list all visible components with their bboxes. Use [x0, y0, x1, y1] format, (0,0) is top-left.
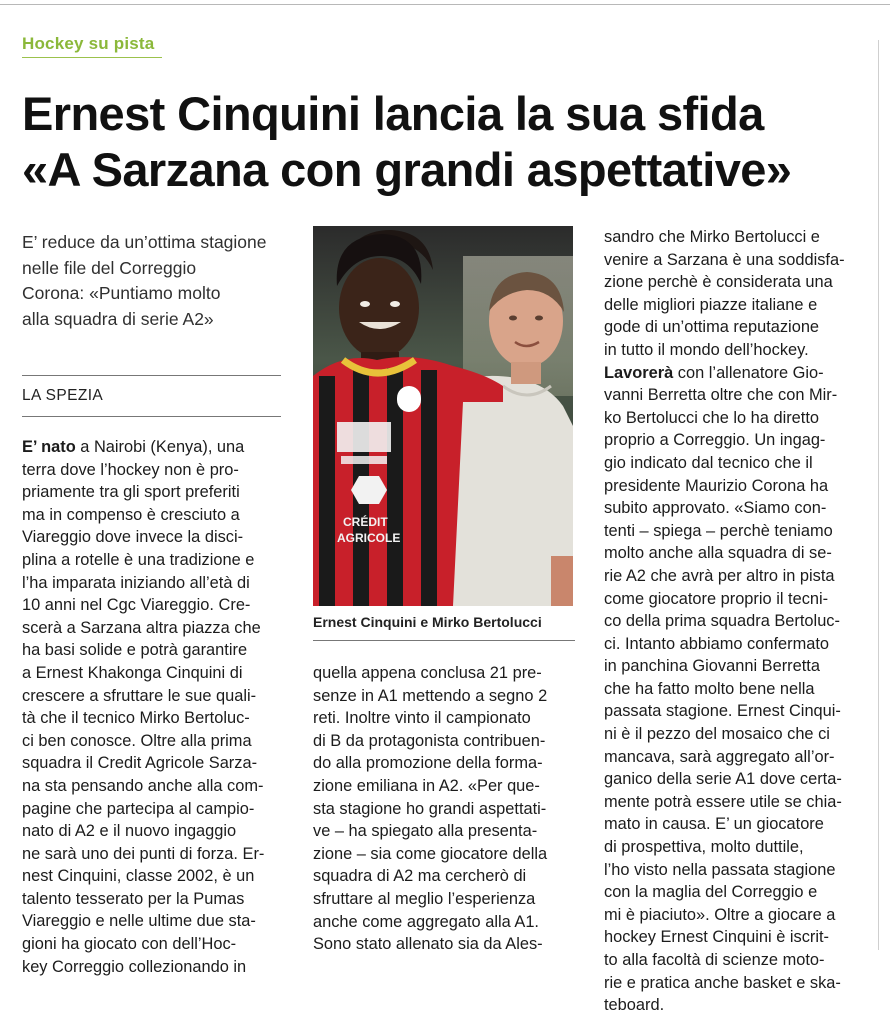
text-line: key Correggio collezionando in [22, 957, 247, 976]
text-line: tà che il tecnico Mirko Bertoluc- [22, 709, 250, 728]
text-line: mi è piaciuto». Oltre a giocare a [604, 905, 836, 924]
text-line: venire a Sarzana è una soddisfa- [604, 250, 845, 269]
text-line: subito approvato. «Siamo con- [604, 499, 827, 518]
text-line: mente potrà essere utile se chia- [604, 792, 842, 811]
text-line: talento tesserato per la Pumas [22, 889, 245, 908]
text-line: tenti – spiega – perchè teniamo [604, 521, 833, 540]
headline [22, 86, 872, 198]
text-line: mato in causa. E’ un giocatore [604, 815, 824, 834]
text-line: ganico della serie A1 dove certa- [604, 770, 842, 789]
dropcap-lead: E’ nato [22, 438, 76, 456]
text-line: senze in A1 mettendo a segno 2 [313, 686, 548, 705]
text-line: scerà a Sarzana altra piazza che [22, 618, 261, 637]
article-column-2 [313, 662, 575, 956]
headline-line-2: «A Sarzana con grandi aspettative» [22, 143, 792, 196]
text-line: ve – ha spiegato alla presenta- [313, 822, 538, 841]
text-line: zione – sia come giocatore della [313, 844, 548, 863]
text-line: con la maglia del Correggio e [604, 883, 818, 902]
text-line: passata stagione. Ernest Cinqui- [604, 702, 841, 721]
text-line: in tutto il mondo dell’hockey. [604, 340, 809, 359]
text-line: sfruttare al meglio l’esperienza [313, 889, 536, 908]
text-line: pagine che partecipa al campio- [22, 799, 255, 818]
text-line: na sta pensando anche alla com- [22, 776, 264, 795]
text-line: squadra di A2 ma cercherò di [313, 867, 527, 886]
lead-summary [22, 230, 284, 332]
text-line: Sono stato allenato sia da Ales- [313, 935, 543, 954]
text-line: ci. Intanto abbiamo confermato [604, 634, 830, 653]
text-line: rie A2 che avrà per altro in pista [604, 566, 835, 585]
text-line: sta stagione ho grandi aspettati- [313, 799, 547, 818]
section-label[interactable]: Hockey su pista [22, 34, 155, 53]
text-line: teboard. [604, 996, 665, 1015]
text-line: gode di un’ottima reputazione [604, 318, 820, 337]
text-line: zione perchè è considerata una [604, 273, 833, 292]
article-column-1 [22, 436, 281, 978]
text-line: quella appena conclusa 21 pre- [313, 664, 542, 682]
text-line: di B da protagonista contribuen- [313, 731, 546, 750]
lead-line: alla squadra di serie A2» [22, 308, 214, 329]
lead-line: nelle file del Correggio [22, 257, 197, 278]
text-line: crescere a sfruttare le sue quali- [22, 686, 257, 705]
jersey-text-2: AGRICOLE [337, 531, 401, 545]
text-line: l’ho visto nella passata stagione [604, 860, 836, 879]
text-line: rie e pratica anche basket e ska- [604, 973, 841, 992]
text-line: 10 anni nel Cgc Viareggio. Cre- [22, 596, 251, 615]
text-line: nato di A2 e il nuovo ingaggio [22, 822, 237, 841]
text-line: do alla promozione della forma- [313, 754, 543, 773]
lead-line: E’ reduce da un’ottima stagione [22, 232, 267, 252]
text-line: ne sarà uno dei punti di forza. Er- [22, 844, 265, 863]
text-line: gio indicato dal tecnico che il [604, 453, 813, 472]
text-line: vanni Berretta oltre che con Mir- [604, 386, 838, 405]
headline-line-1: Ernest Cinquini lancia la sua sfida [22, 87, 764, 140]
divider [22, 375, 281, 376]
text-line: terra dove l’hockey non è pro- [22, 460, 239, 479]
text-line: a Ernest Khakonga Cinquini di [22, 663, 243, 682]
photo-illustration [313, 226, 573, 606]
text-line: Viareggio e nelle ultime due sta- [22, 912, 256, 931]
text-line: presidente Maurizio Corona ha [604, 476, 829, 495]
text-line: delle migliori piazze italiane e [604, 295, 818, 314]
text-line: Viareggio dove invece la disci- [22, 528, 244, 547]
text-line: co della prima squadra Bertoluc- [604, 612, 840, 631]
text-line: to alla facoltà di scienze moto- [604, 951, 825, 969]
text-line: hockey Ernest Cinquini è iscrit- [604, 928, 830, 947]
text-line: Lavorerà con l’allenatore Gio- [604, 363, 824, 382]
text-line: sandro che Mirko Bertolucci e [604, 228, 820, 246]
text-line: come giocatore proprio il tecni- [604, 589, 829, 608]
text-line: zione emiliana in A2. «Per que- [313, 776, 540, 795]
caption-divider [313, 640, 575, 641]
text-line: in panchina Giovanni Berretta [604, 657, 820, 676]
text-line: molto anche alla squadra di se- [604, 544, 832, 563]
right-rule [878, 40, 879, 950]
text-line: priamente tra gli sport preferiti [22, 483, 240, 502]
text-line: ko Bertolucci che lo ha diretto [604, 408, 820, 427]
text-line: ni è il pezzo del mosaico che ci [604, 725, 830, 744]
text-line: ci ben conosce. Oltre alla prima [22, 731, 252, 750]
text-line: squadra il Credit Agricole Sarza- [22, 754, 258, 773]
text-line: gioni ha giocato con dell’Hoc- [22, 935, 237, 954]
article-photo[interactable] [313, 226, 573, 606]
jersey-text-1: CRÉDIT [343, 515, 388, 529]
divider [22, 416, 281, 417]
top-rule [0, 4, 890, 5]
text-line: che ha fatto molto bene nella [604, 679, 815, 698]
dateline: LA SPEZIA [22, 387, 104, 404]
text-line: proprio a Correggio. Un ingag- [604, 431, 826, 450]
text-line: nest Cinquini, classe 2002, è un [22, 867, 255, 886]
paragraph-lead: Lavorerà [604, 363, 674, 382]
text-line: anche come aggregato alla A1. [313, 912, 539, 931]
section-underline [22, 57, 162, 58]
lead-line: Corona: «Puntiamo molto [22, 283, 221, 303]
article-column-3 [604, 226, 867, 1017]
text-line: plina a rotelle è una tradizione e [22, 550, 255, 569]
text-line: mancava, sarà aggregato all’or- [604, 747, 835, 766]
text-line: ha basi solide e potrà garantire [22, 641, 248, 660]
photo-caption: Ernest Cinquini e Mirko Bertolucci [313, 614, 542, 630]
text-line: di prospettiva, molto duttile, [604, 838, 804, 857]
text-line: reti. Inoltre vinto il campionato [313, 709, 531, 728]
text-line: E’ nato a Nairobi (Kenya), una [22, 438, 245, 456]
text-line: ma in compenso è cresciuto a [22, 505, 240, 524]
text-line: l’ha imparata iniziando all’età di [22, 573, 250, 592]
